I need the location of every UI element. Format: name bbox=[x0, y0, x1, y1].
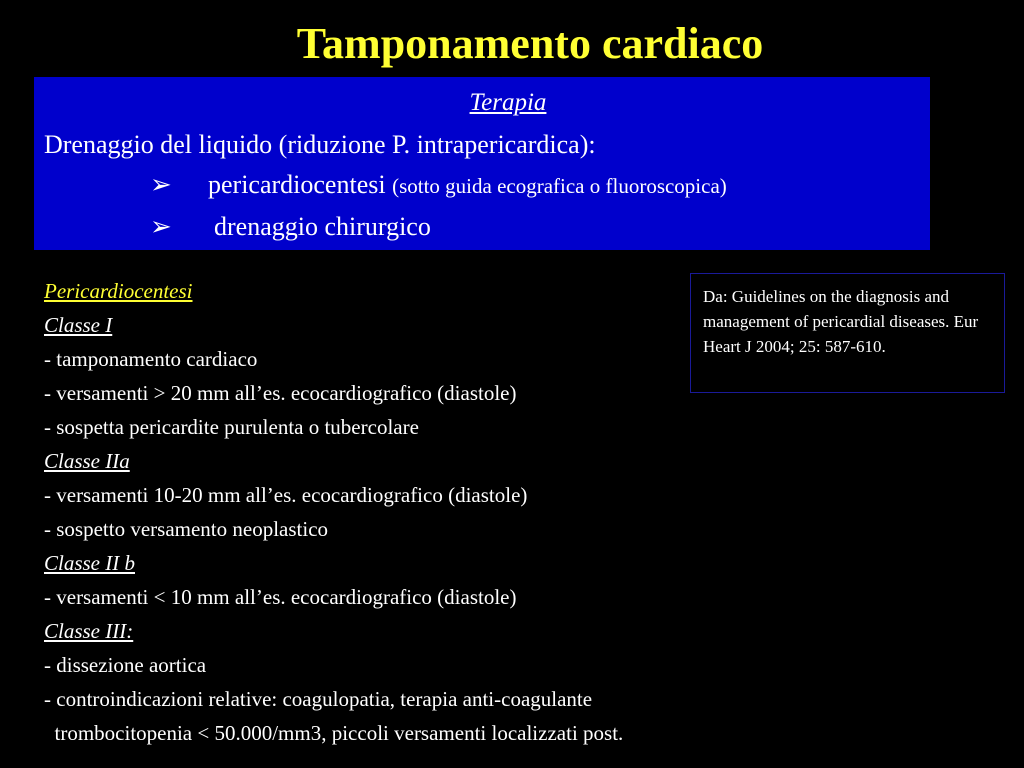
list-item: - dissezione aortica bbox=[44, 653, 207, 677]
class-title: Classe II b bbox=[44, 551, 135, 575]
list-item: - sospetto versamento neoplastico bbox=[44, 517, 329, 541]
therapy-main-text: Drenaggio del liquido (riduzione P. intrapericardica): bbox=[44, 130, 596, 159]
therapy-heading: Terapia bbox=[469, 89, 547, 116]
section-heading: Pericardiocentesi bbox=[44, 279, 193, 303]
list-item: - sospetta pericardite purulenta o tubercolare bbox=[44, 415, 419, 439]
bullet-text: drenaggio chirurgico bbox=[214, 212, 431, 241]
class-title: Classe IIa bbox=[44, 449, 130, 473]
class-title: Classe I bbox=[44, 313, 113, 337]
arrow-bullet-icon: ➢ bbox=[150, 212, 172, 241]
citation-box: Da: Guidelines on the diagnosis and management of pericardial diseases. Eur Heart J 2004; 25: 587-610. bbox=[690, 273, 1005, 393]
class-title: Classe III: bbox=[44, 619, 134, 643]
arrow-bullet-icon: ➢ bbox=[150, 170, 172, 199]
bullet-pericardiocentesi bbox=[150, 169, 727, 202]
list-item: - controindicazioni relative: coagulopatia, terapia anti-coagulante bbox=[44, 687, 593, 711]
slide-title: Tamponamento cardiaco bbox=[296, 19, 764, 68]
list-item: - versamenti > 20 mm all’es. ecocardiografico (diastole) bbox=[44, 381, 517, 405]
bullet-note: (sotto guida ecografica o fluoroscopica) bbox=[392, 174, 727, 198]
pericardiocentesi-section bbox=[44, 274, 623, 750]
list-item: - versamenti < 10 mm all’es. ecocardiografico (diastole) bbox=[44, 585, 517, 609]
list-item: - tamponamento cardiaco bbox=[44, 347, 258, 371]
bullet-text: pericardiocentesi bbox=[208, 170, 386, 199]
bullet-drenaggio bbox=[150, 211, 431, 243]
list-item: - versamenti 10-20 mm all’es. ecocardiografico (diastole) bbox=[44, 483, 528, 507]
therapy-box bbox=[34, 77, 930, 250]
list-item: trombocitopenia < 50.000/mm3, piccoli versamenti localizzati post. bbox=[44, 721, 624, 745]
